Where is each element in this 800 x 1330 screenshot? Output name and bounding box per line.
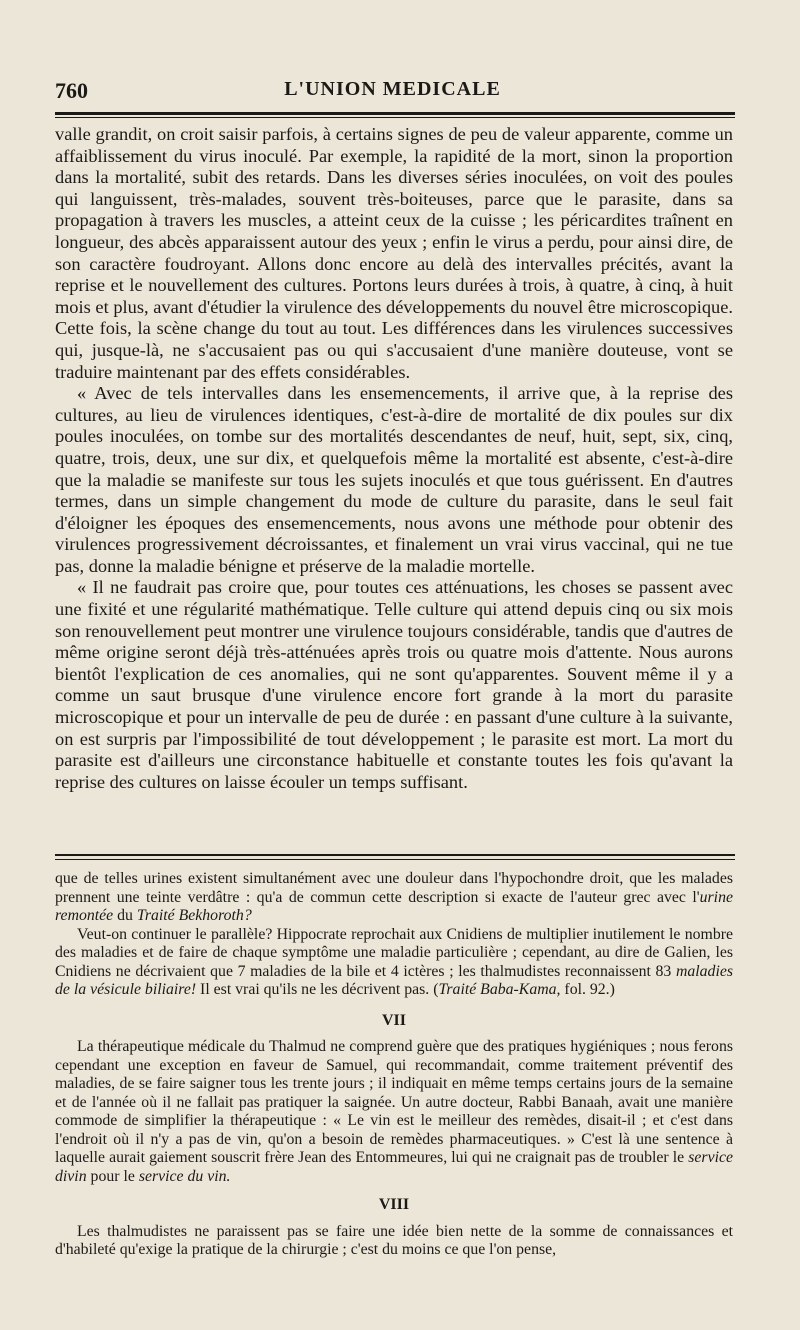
paragraph: Les thalmudistes ne paraissent pas se faire une idée bien nette de la somme de connaissances et d'habileté qu'exige la pratique de la chirurgie ; c'est du moins ce que l'on pense, bbox=[55, 1222, 733, 1258]
italic-run: urine remontée bbox=[55, 888, 733, 924]
italic-run: Traité Bekhoroth? bbox=[136, 907, 252, 924]
text-run: pour le bbox=[86, 1167, 139, 1185]
section-divider bbox=[55, 854, 735, 856]
paragraph bbox=[55, 1038, 733, 1186]
text-run: du bbox=[113, 907, 137, 924]
page-header bbox=[55, 78, 730, 108]
italic-run: service du vin. bbox=[138, 1167, 231, 1185]
section-heading: VIII bbox=[378, 1196, 410, 1213]
page-number: 760 bbox=[55, 78, 88, 103]
paragraph: valle grandit, on croit saisir parfois, à certains signes de peu de valeur apparente, comme un affaiblissement du virus inoculé. Par exemple, la rapidité de la mort, sinon la proportion dans la mortalité, subit des retards. Dans les diverses séries inoculées, on voit des poules qui languissent, très-malades, souvent très-boiteuses, parce que le parasite, dans sa propagation à travers les muscles, a atteint ceux de la cuisse ; les péricardites traînent en longueur, des abcès apparaissent autour des yeux ; enfin le virus a perdu, pour ainsi dire, de son caractère foudroyant. Allons donc encore au delà des intervalles précités, avant la reprise et le nouvellement des cultures. Portons leurs durées à trois, à quatre, à cinq, à huit mois et plus, avant d'étudier la virulence des développements du nouvel être microscopique. Cette fois, la scène change du tout au tout. Les différences dans les virulences successives qui, jusque-là, ne s'accusaient pas ou qui s'accusaient d'une manière douteuse, vont se traduire maintenant par des effets considérables. bbox=[55, 124, 733, 382]
feuilleton-text bbox=[55, 870, 733, 1260]
paragraph: « Avec de tels intervalles dans les ensemencements, il arrive que, à la reprise des cultures, au lieu de virulences identiques, c'est-à-dire de mortalité de dix poules sur dix poules inoculées, on tombe sur des mortalités descendantes de neuf, huit, sept, six, cinq, quatre, trois, deux, une sur dix, et quelquefois même la mortalité est absente, c'est-à-dire que la maladie se manifeste sur tous les sujets inoculés et que tous guérissent. En d'autres termes, dans un simple changement du mode de culture du parasite, dans le seul fait d'éloigner les époques des ensemencements, nous avons une méthode pour obtenir des virulences progressivement décroissantes, et finalement un vrai virus vaccinal, qui ne tue pas, donne la maladie bénigne et préserve de la maladie mortelle. bbox=[55, 383, 733, 576]
paragraph bbox=[55, 870, 733, 926]
italic-run: service divin bbox=[55, 1149, 733, 1185]
italic-run: maladies de la vésicule biliaire! bbox=[55, 962, 733, 998]
header-rule-thin bbox=[55, 117, 735, 118]
text-run: Il est vrai qu'ils ne les décrivent pas. ( bbox=[196, 981, 439, 998]
section-divider-thin bbox=[55, 859, 735, 860]
text-run: La thérapeutique médicale du Thalmud ne comprend guère que des pratiques hygiéniques ; nous ferons cependant une exception en faveur de Samuel, qui recommandait, comme traitement préventif des maladies, de se faire saigner tous les trente jours ; il indiquait en même temps certains jours de la semaine et de l'année où il ne fallait pas pratiquer la saignée. Un autre docteur, Rabbi Banaah, avait une manière commode de simplifier la thérapeutique : « Le vin est le meilleur des remèdes, disait-il ; et c'est dans l'endroit où il n'y a pas de vin, qu'on a besoin de remèdes pharmaceutiques. » C'est là une sentence à laquelle aurait gaiement souscrit frère Jean des Entommeures, lui qui ne craignait pas de troubler le bbox=[55, 1038, 733, 1166]
text-run: que de telles urines existent simultanément avec une douleur dans l'hypochondre droit, que les malades prennent une teinte verdâtre : qu'a de commun cette description si exacte de l'auteur grec avec l' bbox=[55, 870, 733, 906]
journal-title: L'UNION MEDICALE bbox=[284, 78, 501, 100]
paragraph bbox=[55, 926, 733, 1000]
text-run: fol. 92.) bbox=[560, 981, 615, 998]
section-heading: VII bbox=[381, 1011, 406, 1029]
header-rule bbox=[55, 112, 735, 115]
italic-run: Traité Baba-Kama, bbox=[438, 981, 561, 998]
main-text bbox=[55, 124, 733, 793]
paragraph: « Il ne faudrait pas croire que, pour toutes ces atténuations, les choses se passent avec une fixité et une régularité mathématique. Telle culture qui attend depuis cinq ou six mois son renouvellement peut montrer une virulence toujours considérable, tandis que d'autres de même origine seront déjà très-atténuées après trois ou quatre mois d'attente. Nous aurons bientôt l'explication de ces anomalies, qui ne sont qu'apparentes. Souvent même il y a comme un saut brusque d'une virulence encore fort grande à la mort du parasite microscopique et pour un intervalle de peu de durée : en passant d'une culture à la suivante, on est surpris par l'impossibilité de tout développement ; le parasite est mort. La mort du parasite est d'ailleurs une circonstance habituelle et constante toutes les fois qu'avant la reprise des cultures on laisse écouler un temps suffisant. bbox=[55, 577, 733, 792]
text-run: Veut-on continuer le parallèle? Hippocrate reprochait aux Cnidiens de multiplier inutilement le nombre des maladies et de faire de chaque symptôme une maladie particulière ; cependant, au dire de Galien, les Cnidiens ne décrivaient que 7 maladies de la bile et 4 ictères ; les thalmudistes reconnaissent 83 bbox=[55, 925, 733, 980]
